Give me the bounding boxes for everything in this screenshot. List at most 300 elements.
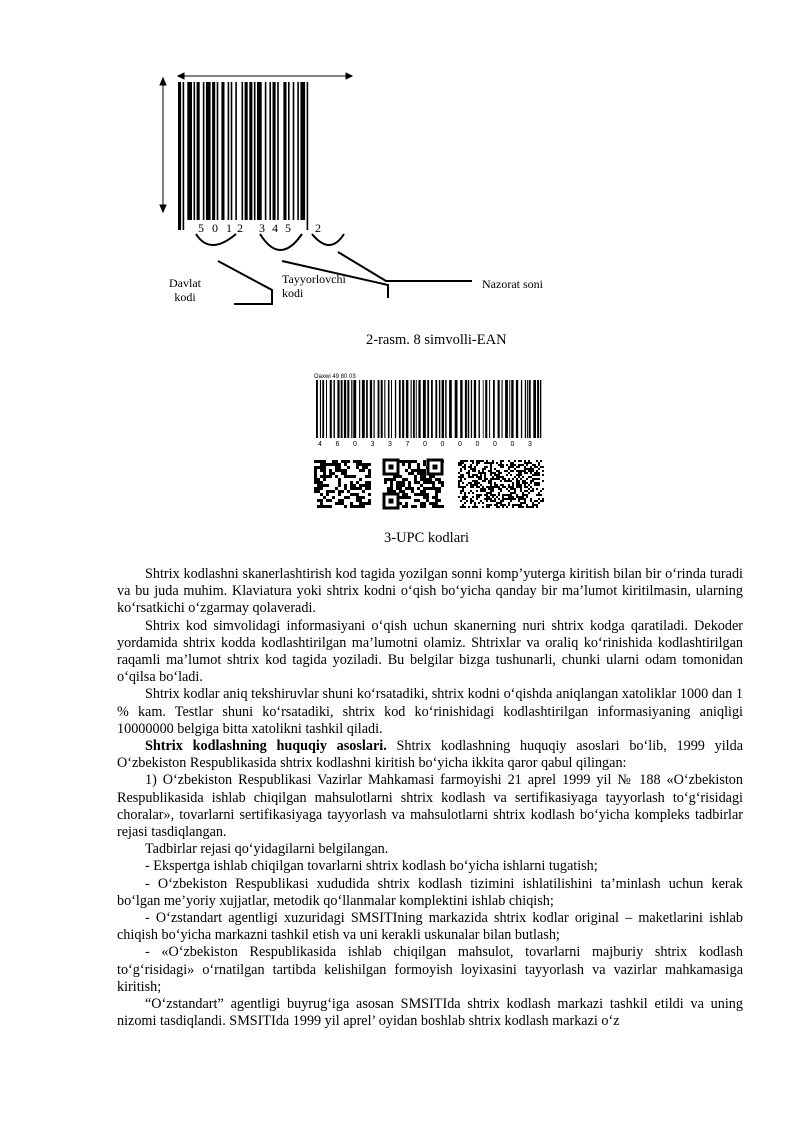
code-module (532, 478, 534, 480)
code-module (518, 470, 520, 472)
code-module (506, 498, 508, 500)
upc-bar (378, 380, 380, 438)
barcode-digit: 1 (226, 221, 232, 235)
code-module (472, 492, 474, 494)
code-module (408, 484, 411, 487)
code-module (512, 484, 514, 486)
code-module (532, 504, 534, 506)
code-module (405, 487, 408, 490)
code-module (496, 462, 498, 464)
code-module (326, 463, 329, 466)
code-module (498, 502, 500, 504)
code-module (470, 468, 472, 470)
code-module (344, 505, 347, 508)
code-module (420, 505, 423, 508)
barcode-bar (221, 82, 224, 220)
code-module (347, 490, 350, 493)
barcode-bar (257, 82, 262, 220)
code-module (536, 506, 538, 508)
upc-bar (391, 380, 392, 438)
code-module (522, 470, 524, 472)
code-module (462, 496, 464, 498)
upc-digits (318, 441, 532, 448)
code-module (496, 504, 498, 506)
paragraph: Tadbirlar rejasi qo‘yidagilarni belgilangan. (145, 841, 389, 858)
code-module (462, 506, 464, 508)
code-module (506, 494, 508, 496)
code-module (411, 505, 414, 508)
code-module (470, 476, 472, 478)
code-module (500, 462, 502, 464)
code-module (353, 484, 356, 487)
code-module (526, 482, 528, 484)
code-module (341, 490, 344, 493)
code-module (476, 474, 478, 476)
barcode-digit: 5 (285, 221, 291, 235)
code-module (462, 488, 464, 490)
code-module (518, 480, 520, 482)
code-module (476, 462, 478, 464)
code-module (518, 476, 520, 478)
code-module (332, 496, 335, 499)
code-module (484, 478, 486, 480)
code-module (508, 498, 510, 500)
code-module (528, 470, 530, 472)
code-module (462, 474, 464, 476)
code-module (476, 498, 478, 500)
code-module (538, 478, 540, 480)
code-module (488, 506, 490, 508)
code-module (504, 480, 506, 482)
code-module (460, 470, 462, 472)
code-module (365, 484, 368, 487)
code-module (514, 460, 516, 462)
code-module (536, 478, 538, 480)
code-module (486, 486, 488, 488)
code-module (368, 469, 371, 472)
code-module (504, 504, 506, 506)
code-module (516, 478, 518, 480)
code-module (494, 472, 496, 474)
code-module (317, 484, 320, 487)
code-module (500, 490, 502, 492)
code-module (486, 462, 488, 464)
finder-center (389, 499, 394, 504)
code-module (368, 502, 371, 505)
code-module (500, 476, 502, 478)
code-module (435, 496, 438, 499)
code-module (478, 460, 480, 462)
code-module (353, 487, 356, 490)
code-module (484, 462, 486, 464)
code-module (526, 506, 528, 508)
code-module (320, 463, 323, 466)
code-module (320, 484, 323, 487)
code-module (530, 498, 532, 500)
code-module (338, 499, 341, 502)
code-module (518, 484, 520, 486)
code-module (482, 488, 484, 490)
code-module (458, 476, 460, 478)
code-module (486, 498, 488, 500)
upc-bar (505, 380, 508, 438)
code-module (362, 463, 365, 466)
code-module (488, 488, 490, 490)
code-module (514, 504, 516, 506)
code-module (332, 463, 335, 466)
code-module (317, 478, 320, 481)
code-module (536, 484, 538, 486)
upc-bar (449, 380, 452, 438)
code-module (508, 460, 510, 462)
code-module (502, 486, 504, 488)
code-module (530, 472, 532, 474)
code-module (341, 499, 344, 502)
upc-bar (455, 380, 458, 438)
code-module (522, 492, 524, 494)
barcode-bar (235, 82, 237, 220)
barcode-height-arrow (160, 78, 166, 212)
code-module (472, 484, 474, 486)
paragraph: Shtrix kodlashning huquqiy asoslari. Shtrix kodlashning huquqiy asoslari bo‘lib, 1999 yilda O‘zbekiston Respublikasida shtrix kodlashni kiritish bo‘yicha ikkita qaror qabul qilingan: (117, 738, 744, 772)
code-module (510, 474, 512, 476)
code-module (498, 474, 500, 476)
code-module (528, 476, 530, 478)
code-module (460, 490, 462, 492)
barcode-digit: 4 (272, 221, 278, 235)
code-module (417, 466, 420, 469)
code-module (326, 499, 329, 502)
code-module (508, 496, 510, 498)
code-module (538, 464, 540, 466)
upc-codes-figure (312, 372, 546, 510)
code-module (417, 463, 420, 466)
upc-bar (402, 380, 404, 438)
code-module (408, 466, 411, 469)
paragraph: - «O‘zbekiston Respublikasida ishlab chiqilgan mahsulot, tovarlarni majburiy shtrix kodlash to‘g‘risidagi» o‘rnatilgan tartibda kelishilgan formoyish loyixasini tayyorlash va vazirlar mahkamasiga kiritish; (117, 944, 743, 995)
code-module (532, 488, 534, 490)
upc-bar (483, 380, 484, 438)
code-module (402, 490, 405, 493)
code-module (494, 468, 496, 470)
code-module (411, 490, 414, 493)
code-module (482, 472, 484, 474)
code-module (414, 493, 417, 496)
code-module (538, 498, 540, 500)
code-module (402, 505, 405, 508)
paragraph: - O‘zbekiston Respublikasi xududida shtrix kodlash tizimini ishlatilishini ta’minlash uchun kerak bo‘lgan me’yoriy xujjatlar, metodik qo‘llanmalar komplektini ishlab chiqish; (117, 875, 743, 909)
barcode-bar (242, 82, 244, 220)
code-module (338, 484, 341, 487)
code-module (480, 472, 482, 474)
code-module (320, 499, 323, 502)
code-module (411, 472, 414, 475)
code-module (480, 484, 482, 486)
code-module (532, 502, 534, 504)
code-module (353, 460, 356, 463)
code-module (528, 460, 530, 462)
code-module (368, 475, 371, 478)
code-module (335, 502, 338, 505)
code-module (435, 490, 438, 493)
code-module (353, 475, 356, 478)
code-module (323, 463, 326, 466)
code-module (510, 470, 512, 472)
barcode-bar (273, 82, 276, 220)
code-module (338, 466, 341, 469)
code-module (408, 472, 411, 475)
barcode-bar (245, 82, 248, 220)
code-module (510, 480, 512, 482)
code-module (460, 476, 462, 478)
code-module (534, 482, 536, 484)
upc-bar (474, 380, 476, 438)
code-module (522, 496, 524, 498)
code-module (329, 475, 332, 478)
code-module (542, 500, 544, 502)
code-module (528, 462, 530, 464)
barcode-digit: 3 (259, 221, 265, 235)
code-module (435, 487, 438, 490)
code-module (502, 466, 504, 468)
code-module (536, 482, 538, 484)
code-module (368, 493, 371, 496)
code-module (317, 505, 320, 508)
code-module (538, 482, 540, 484)
code-module (486, 504, 488, 506)
code-module (498, 498, 500, 500)
code-module (350, 487, 353, 490)
code-module (476, 460, 478, 462)
code-module (362, 469, 365, 472)
code-module (492, 462, 494, 464)
code-module (500, 504, 502, 506)
upc-bar (479, 380, 480, 438)
code-module (514, 468, 516, 470)
code-module (317, 490, 320, 493)
code-module (492, 460, 494, 462)
upc-bar (509, 380, 510, 438)
code-module (534, 500, 536, 502)
barcode-bar (297, 82, 299, 220)
code-module (405, 502, 408, 505)
code-module (338, 493, 341, 496)
upc-bar (427, 380, 429, 438)
code-module (384, 481, 387, 484)
qr-code-1 (314, 460, 371, 508)
code-module (502, 464, 504, 466)
code-module (502, 460, 504, 462)
code-module (329, 472, 332, 475)
figure1-caption: 2-rasm. 8 simvolli-EAN (366, 332, 507, 348)
code-module (514, 498, 516, 500)
code-module (496, 470, 498, 472)
barcode-top-arrow (178, 73, 352, 79)
barcode-digit: 2 (237, 221, 243, 235)
code-module (492, 494, 494, 496)
paragraph: Shtrix kod simvolidagi informasiyani o‘qish uchun skanerning nuri shtrix kodga qaratiladi. Dekoder yordamida shtrix kodda kodlashtirilgan ma’lumotni olamiz. Shtrixlar va oraliq ko‘rinishida kodlashtirilgan raqamli ma’lumot shtrix kod tagida yoziladi. Bu belgilar bizga tushunarli, chunki ularni odam tomonidan o‘qilsa bo‘ladi. (117, 617, 743, 686)
upc-bar (337, 380, 339, 438)
code-module (399, 481, 402, 484)
code-module (402, 463, 405, 466)
code-module (520, 464, 522, 466)
code-module (522, 494, 524, 496)
code-module (441, 484, 444, 487)
code-module (356, 460, 359, 463)
code-module (492, 490, 494, 492)
code-module (496, 474, 498, 476)
upc-bar (431, 380, 433, 438)
code-module (494, 494, 496, 496)
qr-code-2 (384, 460, 444, 508)
code-module (338, 463, 341, 466)
code-module (314, 481, 317, 484)
code-module (441, 505, 444, 508)
code-module (520, 506, 522, 508)
code-module (464, 502, 466, 504)
code-module (486, 496, 488, 498)
code-module (512, 466, 514, 468)
code-module (432, 484, 435, 487)
code-module (399, 484, 402, 487)
code-module (522, 476, 524, 478)
code-module (464, 464, 466, 466)
code-module (320, 475, 323, 478)
code-module (536, 466, 538, 468)
upc-bar (418, 380, 420, 438)
code-module (435, 502, 438, 505)
code-module (423, 475, 426, 478)
code-module (470, 486, 472, 488)
paragraph: - Ekspertga ishlab chiqilgan tovarlarni shtrix kodlash bo‘yicha ishlarni tugatish; (145, 858, 598, 875)
code-module (426, 487, 429, 490)
upc-bar (370, 380, 372, 438)
code-module (534, 504, 536, 506)
code-module (359, 487, 362, 490)
code-module (514, 490, 516, 492)
code-module (510, 496, 512, 498)
code-module (396, 481, 399, 484)
code-module (335, 463, 338, 466)
code-module (405, 469, 408, 472)
code-module (402, 484, 405, 487)
code-module (482, 470, 484, 472)
code-module (488, 480, 490, 482)
code-module (460, 486, 462, 488)
code-module (338, 490, 341, 493)
upc-bar (537, 380, 539, 438)
code-module (347, 475, 350, 478)
code-module (490, 498, 492, 500)
code-module (528, 468, 530, 470)
code-module (524, 494, 526, 496)
code-module (326, 505, 329, 508)
code-module (502, 494, 504, 496)
barcode-bar (187, 82, 192, 220)
code-module (484, 480, 486, 482)
code-module (494, 484, 496, 486)
barcode-bar (203, 82, 205, 220)
upc-digit: 0 (440, 441, 445, 448)
code-module (524, 462, 526, 464)
code-module (435, 499, 438, 502)
code-module (466, 500, 468, 502)
code-module (365, 466, 368, 469)
code-module (490, 500, 492, 502)
upc-bar (416, 380, 417, 438)
code-module (496, 484, 498, 486)
code-module (508, 478, 510, 480)
upc-bar (471, 380, 472, 438)
code-module (534, 472, 536, 474)
code-module (490, 462, 492, 464)
code-module (484, 488, 486, 490)
code-module (530, 466, 532, 468)
paragraph: 1) O‘zbekiston Respublikasi Vazirlar Mahkamasi farmoyishi 21 aprel 1999 yil № 188 «O‘zbekiston Respublikasida ishlab chiqilgan mahsulotlarni shtrix kodlash va sertifikasiyaga tayyorlash to‘g‘risidagi choralar», tovarlarni sertifikasiyaga tayyorlash va mahsulotlarni shtrix kodlash bo‘yicha kompleks tadbirlar rejasi tasdiqlangan. (117, 772, 743, 841)
code-module (478, 476, 480, 478)
code-module (498, 476, 500, 478)
barcode-bar (265, 82, 267, 220)
code-module (429, 487, 432, 490)
code-module (338, 481, 341, 484)
code-module (470, 484, 472, 486)
code-module (468, 476, 470, 478)
code-module (344, 460, 347, 463)
code-module (474, 470, 476, 472)
code-module (530, 476, 532, 478)
code-module (520, 460, 522, 462)
code-module (502, 478, 504, 480)
code-module (540, 460, 542, 462)
code-module (524, 502, 526, 504)
code-module (466, 496, 468, 498)
code-module (498, 506, 500, 508)
code-module (532, 480, 534, 482)
code-module (512, 504, 514, 506)
paragraph: Shtrix kodlashni skanerlashtirish kod tagida yozilgan sonni komp’yuterga kiritish bilan bir o‘rinda turadi va bu juda muhim. Klaviatura yoki shtrix kodni o‘qish bo‘yicha qanday bir ma’lumot kiritilmasin, ularning ko‘rsatkichi o‘zgarmay qolaveradi. (117, 566, 743, 617)
code-module (512, 486, 514, 488)
code-module (486, 506, 488, 508)
code-module (353, 493, 356, 496)
code-module (524, 460, 526, 462)
code-module (504, 470, 506, 472)
code-module (423, 469, 426, 472)
code-module (488, 492, 490, 494)
upc-digit: 3 (388, 441, 392, 448)
code-module (536, 504, 538, 506)
code-module (420, 490, 423, 493)
code-module (338, 469, 341, 472)
code-module (417, 493, 420, 496)
code-module (508, 484, 510, 486)
code-module (472, 470, 474, 472)
code-module (476, 464, 478, 466)
code-module (478, 472, 480, 474)
code-module (488, 482, 490, 484)
code-module (506, 464, 508, 466)
code-module (514, 492, 516, 494)
code-module (524, 486, 526, 488)
code-module (462, 498, 464, 500)
code-module (536, 472, 538, 474)
code-module (516, 470, 518, 472)
code-module (498, 492, 500, 494)
code-module (512, 482, 514, 484)
code-module (329, 505, 332, 508)
code-module (490, 504, 492, 506)
upc-bar (374, 380, 375, 438)
code-module (417, 487, 420, 490)
